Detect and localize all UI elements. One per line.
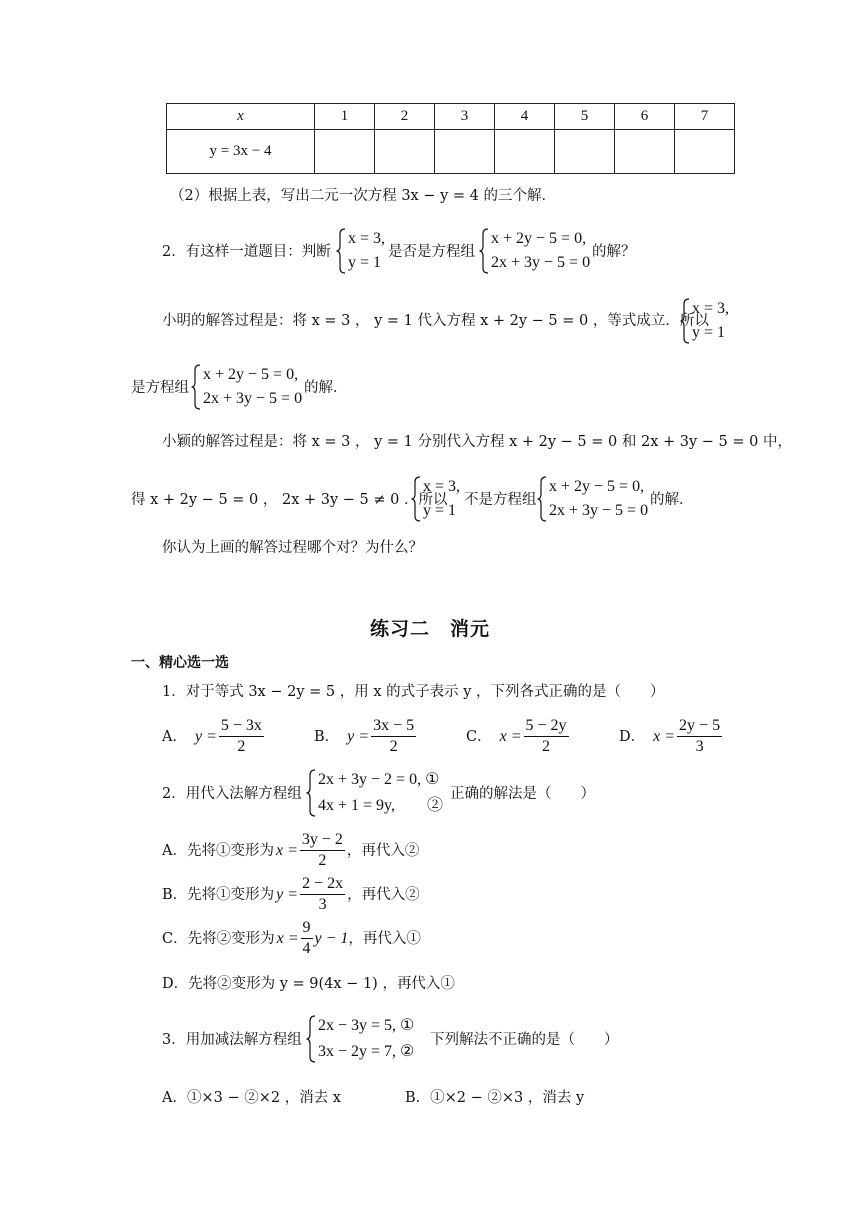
option-b: B．①×2 − ②×3 ，消去 y — [405, 1090, 585, 1106]
equation-lhs: y = — [347, 727, 370, 745]
equation-line: x + 2y − 5 = 0, — [491, 230, 587, 247]
option-text: B．先将①变形为 — [162, 886, 275, 903]
denominator: 2 — [318, 852, 327, 869]
equation-line: 2x + 3y − 5 = 0 — [203, 390, 303, 407]
fraction — [524, 716, 569, 757]
table-cell — [495, 130, 555, 174]
option-c — [466, 716, 571, 757]
option-label: D． — [619, 728, 646, 745]
table-header-row — [167, 104, 735, 130]
fraction — [300, 874, 345, 915]
question-text: 正确的解法是（ ） — [450, 786, 595, 802]
question-stem: 1．对于等式 3x − 2y = 5 ，用 x 的式子表示 y ，下列各式正确的是（ ） — [162, 684, 665, 700]
equation-line: x = 3, — [692, 300, 730, 317]
table-cell — [315, 130, 375, 174]
numerator: 9 — [301, 918, 313, 939]
denominator: 3 — [318, 896, 327, 913]
brace-icon — [306, 1015, 316, 1063]
numerator: 5 − 3x — [219, 716, 264, 737]
option-a: A．①×3 − ②×2 ，消去 x — [162, 1090, 341, 1106]
denominator: 2 — [237, 738, 246, 755]
brace-icon — [680, 298, 690, 344]
equation-line: y = 1 — [423, 502, 457, 519]
option-label: B． — [314, 728, 340, 745]
table-row — [167, 130, 735, 174]
table-cell: x — [167, 104, 315, 130]
paragraph: 小颖的解答过程是：将 x = 3 ， y = 1 分别代入方程 x + 2y − 5 = 0 和 2x + 3y − 5 = 0 中， — [162, 434, 792, 450]
paragraph: （2）根据上表，写出二元一次方程 3x − y = 4 的三个解． — [170, 188, 556, 204]
option-text: ，再代入① — [348, 930, 421, 947]
section-title: 练习二 消元 — [370, 618, 491, 640]
equation-line: y = 1 — [692, 324, 726, 341]
equation-system — [306, 769, 443, 817]
equation-line: 2x − 3y = 5, ① — [318, 1017, 415, 1034]
fraction — [300, 830, 345, 871]
question-intro: 2．有这样一道题目：判断 — [162, 244, 331, 260]
equation-tail: y − 1 — [314, 929, 349, 947]
denominator: 2 — [389, 738, 398, 755]
value-table — [166, 103, 735, 174]
paragraph: 得 x + 2y − 5 = 0 ， 2x + 3y − 5 ≠ 0 ．所以 — [131, 492, 448, 508]
numerator: 2y − 5 — [677, 716, 722, 737]
table-cell — [435, 130, 495, 174]
option-text: ，再代入② — [347, 886, 420, 903]
equation-line: 2x + 3y − 5 = 0 — [549, 502, 649, 519]
fraction — [371, 716, 416, 757]
paragraph: 小明的解答过程是：将 x = 3 ， y = 1 代入方程 x + 2y − 5 = 0 ，等式成立．所以 — [162, 313, 709, 329]
equation-lhs: x = — [653, 727, 676, 745]
table-cell: 6 — [615, 104, 675, 130]
equation-line: 4x + 1 = 9y, ② — [318, 797, 444, 814]
option-label: A． — [162, 728, 187, 745]
brace-icon — [336, 228, 346, 274]
option-text: C．先将②变形为 — [162, 930, 275, 947]
option-d — [619, 716, 724, 757]
subsection-title: 一、精心选一选 — [131, 655, 229, 671]
equation-lhs: x = — [275, 841, 298, 859]
table-cell — [375, 130, 435, 174]
equation-system — [306, 1015, 414, 1063]
equation-lhs: x = — [276, 929, 299, 947]
fraction — [301, 918, 313, 959]
brace-icon — [537, 476, 547, 522]
table-cell: 5 — [555, 104, 615, 130]
equation-lhs: x = — [499, 727, 522, 745]
question-text: 下列解法不正确的是（ ） — [430, 1032, 619, 1048]
equation-line: 2x + 3y − 5 = 0 — [491, 254, 591, 271]
option-b — [314, 716, 418, 757]
equation-line: 2x + 3y − 2 = 0, ① — [318, 771, 440, 788]
equation-line: 3x − 2y = 7, ② — [318, 1043, 415, 1060]
question-text: 是否是方程组 — [388, 244, 475, 260]
table-cell — [555, 130, 615, 174]
solution-pair — [336, 228, 385, 274]
equation-system — [537, 476, 648, 522]
numerator: 3x − 5 — [371, 716, 416, 737]
question-intro: 2．用代入法解方程组 — [162, 786, 302, 802]
equation-system — [479, 228, 590, 274]
option-text: A．先将①变形为 — [162, 842, 274, 859]
equation-system — [191, 364, 302, 410]
option-a — [162, 716, 266, 757]
table-cell: 7 — [675, 104, 735, 130]
equation-line: x + 2y − 5 = 0, — [203, 366, 299, 383]
brace-icon — [191, 364, 201, 410]
paragraph: 的解． — [650, 492, 694, 508]
table-cell: 3 — [435, 104, 495, 130]
option-a — [162, 830, 419, 871]
option-d: D．先将②变形为 y = 9(4x − 1) ，再代入① — [162, 976, 455, 992]
question-intro: 3．用加减法解方程组 — [162, 1032, 302, 1048]
paragraph: 的解． — [304, 380, 348, 396]
option-b — [162, 874, 420, 915]
numerator: 3y − 2 — [300, 830, 345, 851]
numerator: 5 − 2y — [524, 716, 569, 737]
option-text: ，再代入② — [346, 842, 420, 859]
solution-pair — [411, 476, 460, 522]
table-cell: 1 — [315, 104, 375, 130]
equation-line: x + 2y − 5 = 0, — [549, 478, 645, 495]
solution-pair — [680, 298, 729, 344]
equation-lhs: y = — [276, 885, 299, 903]
numerator: 2 − 2x — [300, 874, 345, 895]
paragraph: 不是方程组 — [464, 492, 537, 508]
option-c — [162, 918, 421, 959]
denominator: 4 — [302, 940, 311, 957]
denominator: 3 — [695, 738, 704, 755]
table-cell — [675, 130, 735, 174]
option-label: C． — [466, 728, 492, 745]
equation-lhs: y = — [194, 727, 217, 745]
brace-icon — [411, 476, 421, 522]
denominator: 2 — [542, 738, 551, 755]
paragraph: 你认为上画的解答过程哪个对？为什么？ — [162, 540, 423, 556]
fraction — [677, 716, 722, 757]
paragraph: 是方程组 — [131, 380, 189, 396]
equation-line: x = 3, — [348, 230, 386, 247]
equation-line: y = 1 — [348, 254, 382, 271]
equation-line: x = 3, — [423, 478, 461, 495]
table-row-label: y = 3x − 4 — [167, 130, 315, 174]
brace-icon — [306, 769, 316, 817]
table-cell: 2 — [375, 104, 435, 130]
table-cell — [615, 130, 675, 174]
fraction — [219, 716, 264, 757]
question-text: 的解？ — [592, 244, 636, 260]
table-cell: 4 — [495, 104, 555, 130]
brace-icon — [479, 228, 489, 274]
